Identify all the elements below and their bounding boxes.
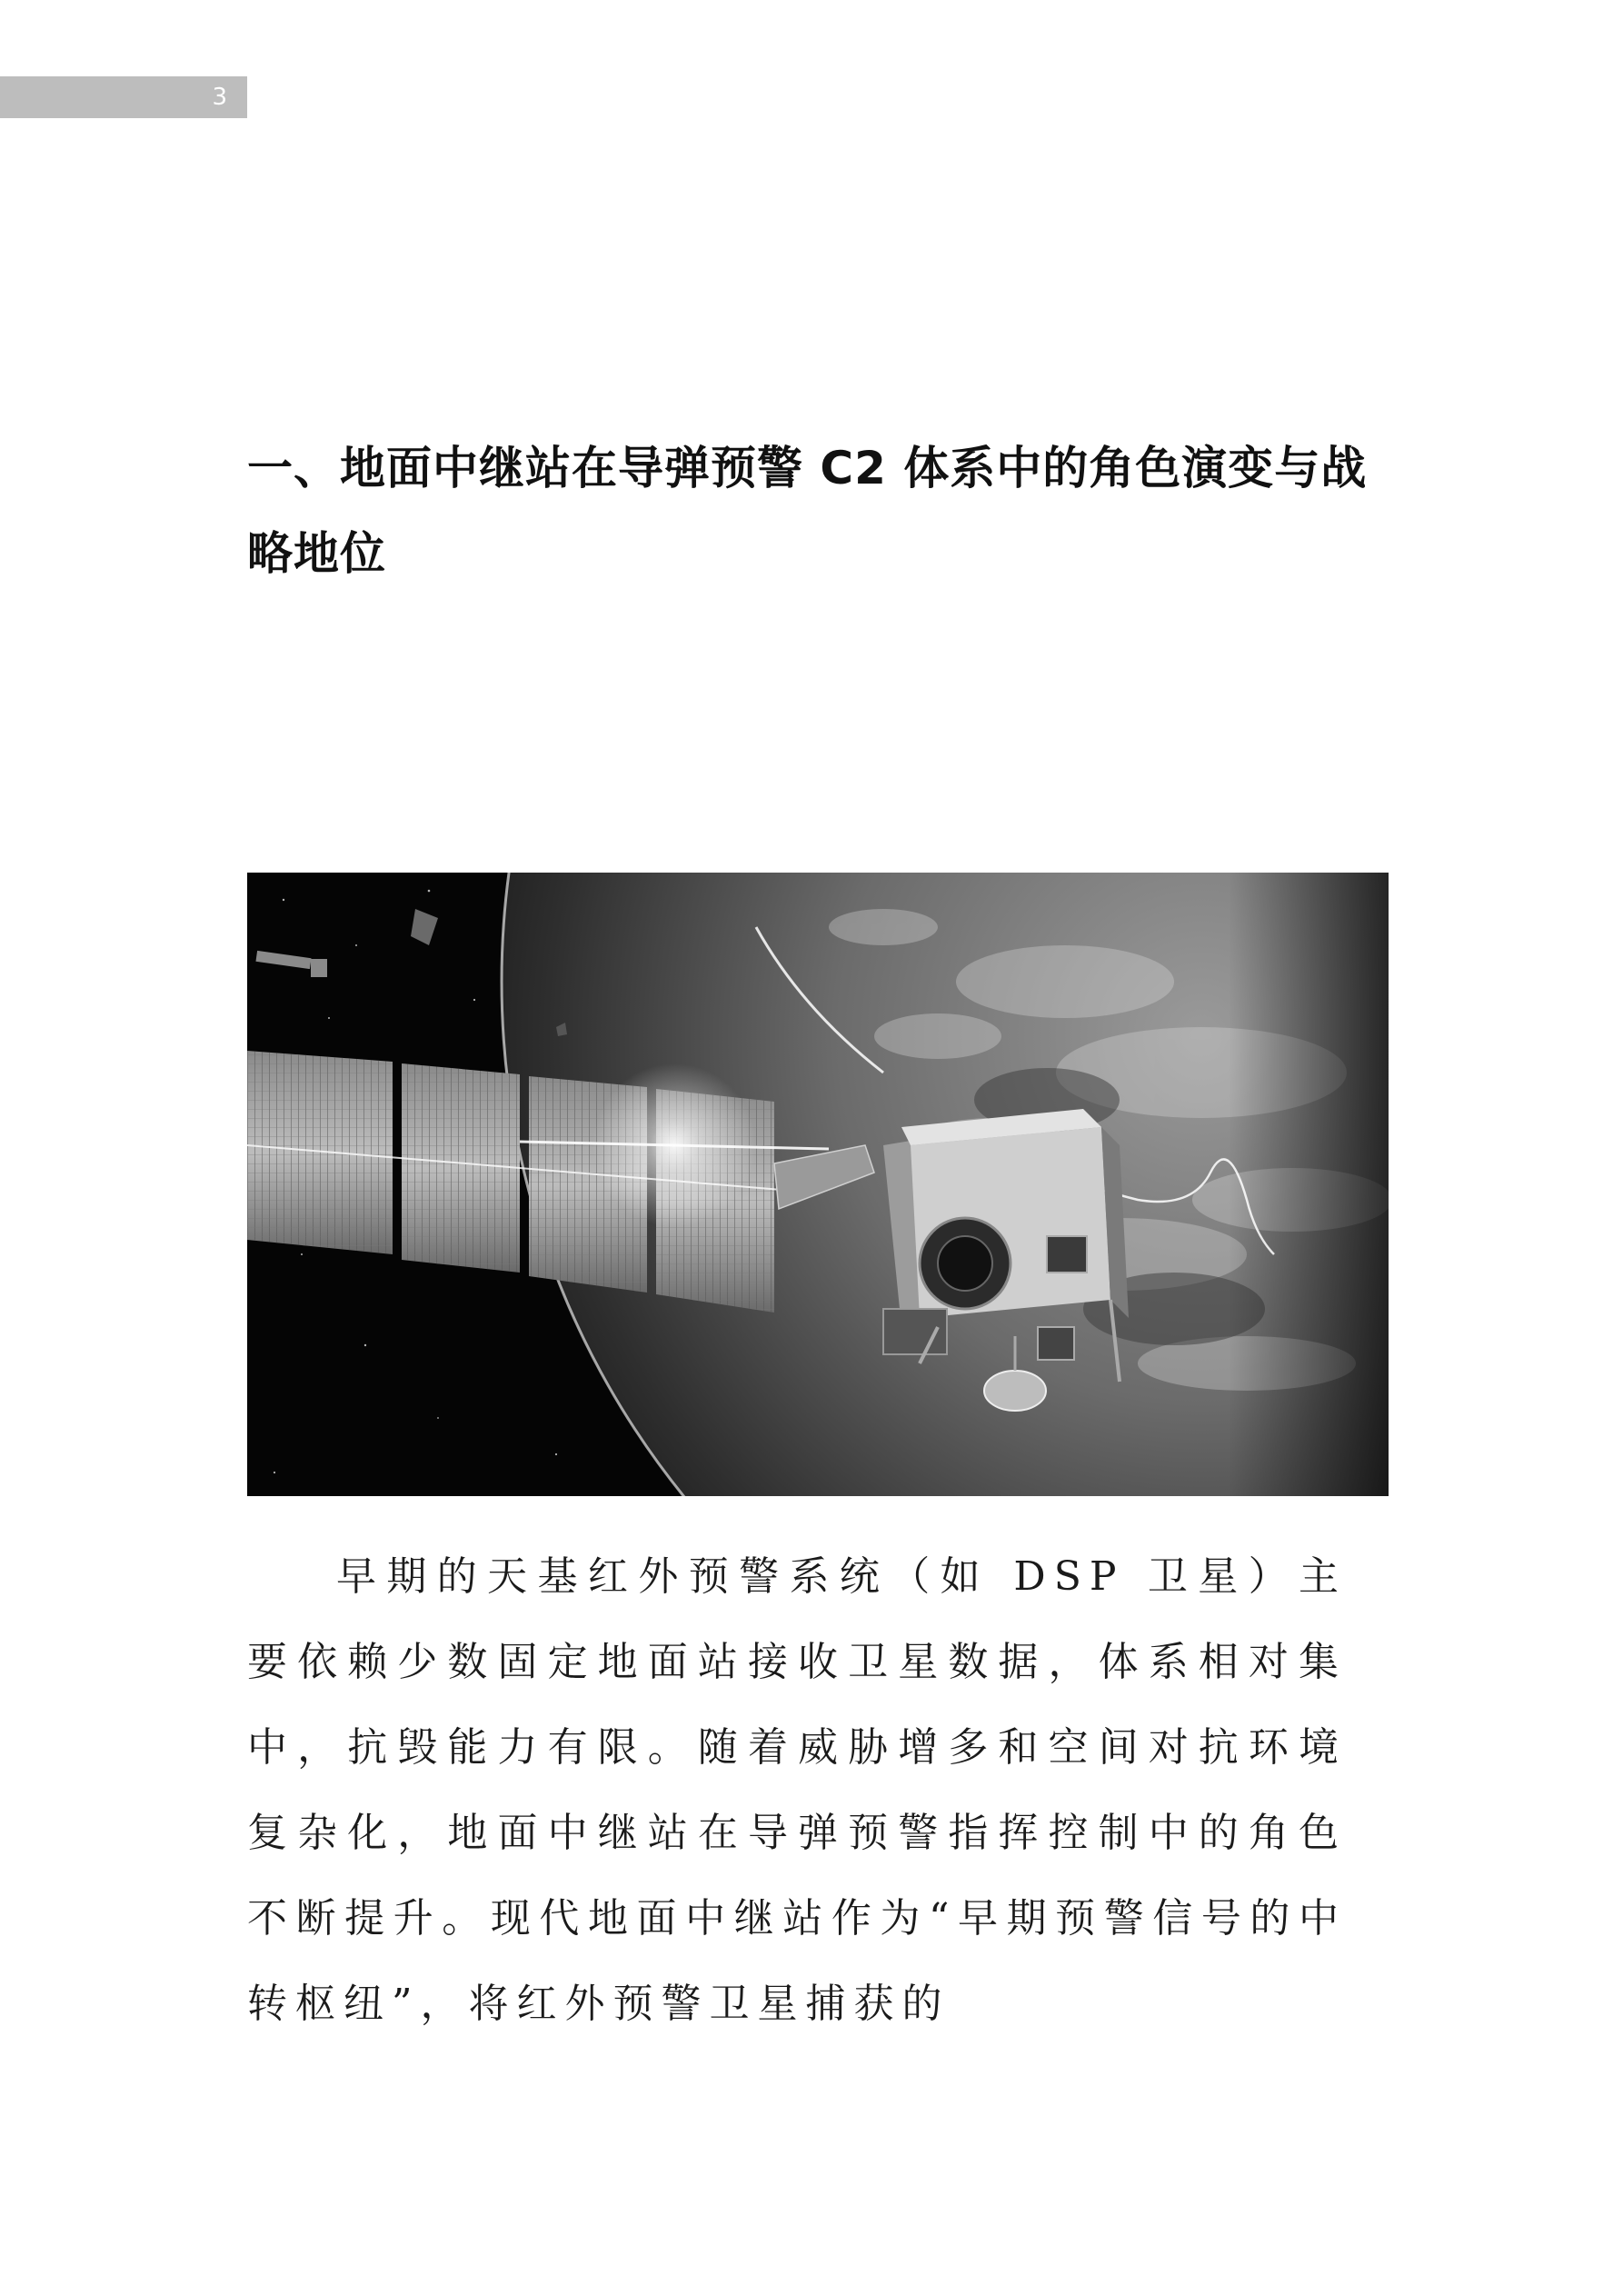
body-paragraph: 早期的天基红外预警系统（如 DSP 卫星）主要依赖少数固定地面站接收卫星数据，体系相对集中，抗毁能力有限。随着威胁增多和空间对抗环境复杂化，地面中继站在导弹预警指挥控制中的角色不断提升。现代地面中继站作为“早期预警信号的中转枢纽”，将红外预警卫星捕获的 xyxy=(247,1553,1347,2027)
satellite-over-earth-illustration-icon xyxy=(247,873,1389,1496)
page-number: 3 xyxy=(212,84,227,111)
section-title: 一、地面中继站在导弹预警 C2 体系中的角色演变与战略地位 xyxy=(247,442,1368,580)
page-number-tab xyxy=(0,76,247,118)
satellite-figure xyxy=(247,873,1389,1496)
